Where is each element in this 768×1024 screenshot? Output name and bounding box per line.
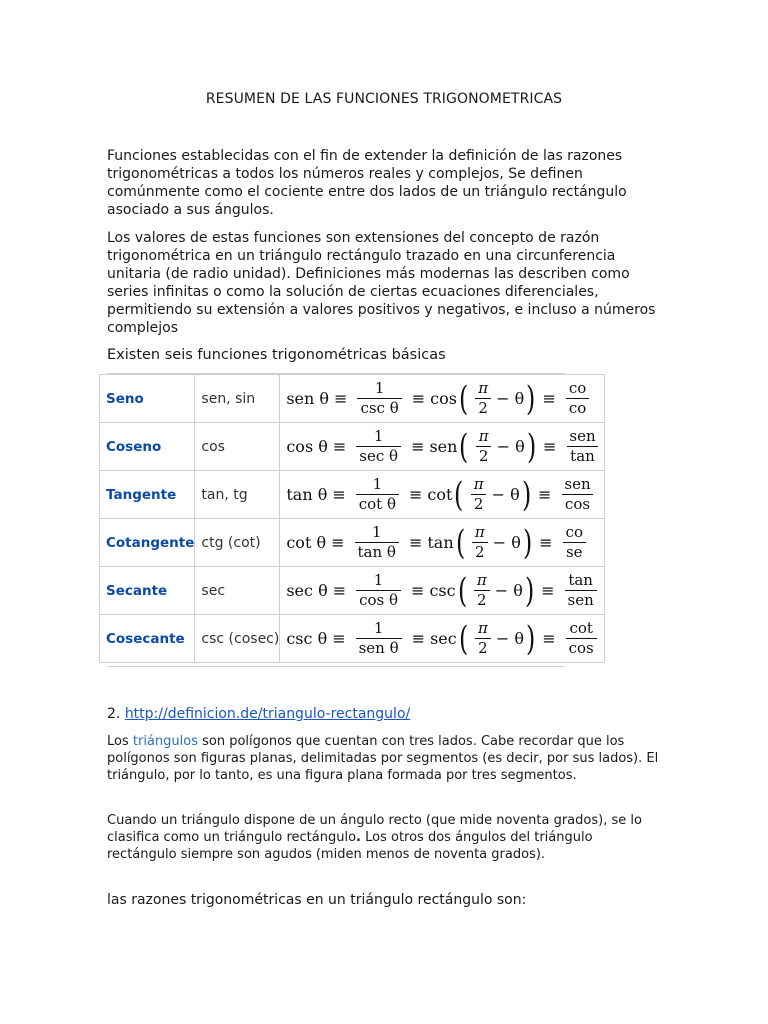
reciprocal-fraction: [355, 524, 399, 561]
ratio-fraction: [561, 476, 593, 513]
ratio-numerator: co: [565, 523, 583, 541]
ratio-fraction: [566, 620, 597, 657]
pi-symbol: π: [473, 475, 484, 493]
cofunction-name: csc: [429, 581, 456, 600]
table-row: [100, 615, 605, 663]
function-abbreviation: tan, tg: [195, 471, 280, 519]
table-row: [100, 423, 605, 471]
reference-link[interactable]: http://definicion.de/triangulo-rectangulo/: [124, 706, 411, 722]
ratio-numerator: cot: [569, 619, 593, 637]
formula-lhs: cos θ: [286, 437, 328, 456]
ratio-denominator: cos: [566, 638, 597, 657]
cofunction-name: sec: [430, 629, 457, 648]
pi-symbol: π: [476, 571, 487, 589]
cofunction-name: cot: [427, 485, 453, 504]
pi-symbol: π: [474, 523, 485, 541]
formula-lhs: cot θ: [286, 533, 327, 552]
ratio-fraction: [566, 380, 589, 417]
pi-over-two-fraction: [472, 524, 488, 561]
trig-functions-table: [106, 373, 596, 667]
function-abbreviation: sec: [195, 567, 280, 615]
triangulos-link[interactable]: triángulos: [132, 734, 198, 749]
reciprocal-fraction: [356, 620, 402, 657]
ratio-denominator: tan: [567, 446, 598, 465]
reciprocal-fraction: [357, 380, 401, 417]
function-name: Cosecante: [100, 615, 195, 663]
recto-text-start: Cuando un triángulo dispone de un ángulo recto (que mide noventa grados), se lo clasifica como un triángulo rectángulo: [107, 813, 642, 845]
formula-lhs: sec θ: [286, 581, 328, 600]
fraction-numerator: 1: [373, 619, 384, 637]
ratio-denominator: se: [563, 542, 586, 561]
function-formula: sec θ ≡ $\frac{1}{\text{cos θ}}$ ≡ csc ( $\frac{\pi}{2}$ − θ ) ≡ $\frac{\tan}{\text{sen}}$: [280, 567, 604, 615]
two-symbol: 2: [471, 494, 487, 513]
reciprocal-fraction: [356, 572, 401, 609]
table-row: [100, 567, 605, 615]
ratio-numerator: tan: [568, 571, 593, 589]
fraction-numerator: 1: [373, 427, 384, 445]
function-abbreviation: cos: [195, 423, 280, 471]
triangulos-paragraph: [107, 733, 663, 784]
reference-line: [107, 705, 667, 723]
ratio-fraction: [563, 524, 586, 561]
pi-symbol: π: [478, 379, 489, 397]
table-row: [100, 471, 605, 519]
reciprocal-fraction: [356, 476, 399, 513]
cofunction-name: sen: [429, 437, 458, 456]
six-functions-paragraph: Existen seis funciones trigonométricas básicas: [107, 347, 446, 363]
function-abbreviation: sen, sin: [195, 375, 280, 423]
pi-over-two-fraction: [476, 428, 492, 465]
function-abbreviation: ctg (cot): [195, 519, 280, 567]
two-symbol: 2: [474, 590, 490, 609]
values-paragraph: Los valores de estas funciones son extensiones del concepto de razón trigonométrica en un triángulo rectángulo trazado en una circunferencia unitaria (de radio unidad). Definiciones más modernas las describen como series infinitas o como la solución de ciertas ecuaciones diferenciales, permitiendo su extensión a valores positivos y negativos, e incluso a números complejos: [107, 230, 656, 336]
cofunction-name: cos: [430, 389, 457, 408]
triangulo-rectangulo-paragraph: [107, 812, 663, 863]
formula-lhs: sen θ: [286, 389, 330, 408]
document-title: RESUMEN DE LAS FUNCIONES TRIGONOMETRICAS: [205, 91, 563, 107]
reciprocal-fraction: [356, 428, 401, 465]
triangulos-text-start: Los: [107, 734, 133, 749]
ratio-fraction: [566, 428, 598, 465]
two-symbol: 2: [475, 398, 491, 417]
ratio-denominator: cos: [562, 494, 593, 513]
cofunction-name: tan: [427, 533, 454, 552]
function-name: Coseno: [100, 423, 195, 471]
ratio-numerator: co: [568, 379, 587, 397]
formula-lhs: csc θ: [286, 629, 328, 648]
function-name: Tangente: [100, 471, 195, 519]
fraction-denominator: sen θ: [356, 638, 402, 657]
function-formula: cos θ ≡ $\frac{1}{\text{sec θ}}$ ≡ sen ( $\frac{\pi}{2}$ − θ ) ≡ $\frac{\text{sen}}{\tan}$: [280, 423, 604, 471]
fraction-numerator: 1: [371, 523, 382, 541]
fraction-denominator: cot θ: [356, 494, 399, 513]
fraction-denominator: tan θ: [355, 542, 399, 561]
function-abbreviation: csc (cosec): [195, 615, 280, 663]
table-row: [100, 519, 605, 567]
two-symbol: 2: [472, 542, 488, 561]
ratio-fraction: [565, 572, 597, 609]
pi-symbol: π: [477, 619, 488, 637]
fraction-numerator: 1: [373, 571, 384, 589]
pi-over-two-fraction: [471, 476, 487, 513]
fraction-denominator: cos θ: [356, 590, 401, 609]
function-formula: cot θ ≡ $\frac{1}{\text{tan θ}}$ ≡ tan ( $\frac{\pi}{2}$ − θ ) ≡ $\frac{co}{se}$: [280, 519, 604, 567]
fraction-denominator: csc θ: [357, 398, 401, 417]
recto-text-end: Los otros dos ángulos del triángulo rectángulo siempre son agudos (miden menos de noventa grados).: [107, 830, 593, 862]
fraction-numerator: 1: [374, 379, 385, 397]
reference-number: 2.: [107, 706, 125, 722]
function-name: Cotangente: [100, 519, 195, 567]
pi-symbol: π: [478, 427, 489, 445]
two-symbol: 2: [475, 638, 491, 657]
ratio-denominator: sen: [565, 590, 597, 609]
recto-bold-dot: .: [356, 830, 361, 845]
function-formula: csc θ ≡ $\frac{1}{\text{sen θ}}$ ≡ sec ( $\frac{\pi}{2}$ − θ ) ≡ $\frac{\cot}{\cos}$: [280, 615, 604, 663]
fraction-denominator: sec θ: [356, 446, 401, 465]
fraction-numerator: 1: [372, 475, 383, 493]
ratio-denominator: co: [566, 398, 589, 417]
pi-over-two-fraction: [475, 620, 491, 657]
razones-paragraph: las razones trigonométricas en un triángulo rectángulo son:: [107, 892, 527, 908]
function-formula: tan θ ≡ $\frac{1}{\text{cot θ}}$ ≡ cot ( $\frac{\pi}{2}$ − θ ) ≡ $\frac{\text{sen}}{\cos}$: [280, 471, 604, 519]
triangulos-text-end: son polígonos que cuentan con tres lados. Cabe recordar que los polígonos son figuras planas, delimitadas por segmentos (es decir, por sus lados). El triángulo, por lo tanto, es una figura plana formada por tres segmentos.: [107, 734, 659, 783]
table-row: [100, 375, 605, 423]
intro-paragraph: Funciones establecidas con el fin de extender la definición de las razones trigonométricas a todos los números reales y complejos, Se definen comúnmente como el cociente entre dos lados de un triángulo rectángulo asociado a sus ángulos.: [107, 148, 627, 218]
formula-lhs: tan θ: [286, 485, 328, 504]
two-symbol: 2: [476, 446, 492, 465]
pi-over-two-fraction: [474, 572, 490, 609]
ratio-numerator: sen: [564, 475, 591, 493]
pi-over-two-fraction: [475, 380, 491, 417]
function-name: Secante: [100, 567, 195, 615]
function-formula: sen θ ≡ $\frac{1}{\text{csc θ}}$ ≡ cos ( $\frac{\pi}{2}$ − θ ) ≡ $\frac{co}{co}$: [280, 375, 604, 423]
ratio-numerator: sen: [569, 427, 596, 445]
function-name: Seno: [100, 375, 195, 423]
